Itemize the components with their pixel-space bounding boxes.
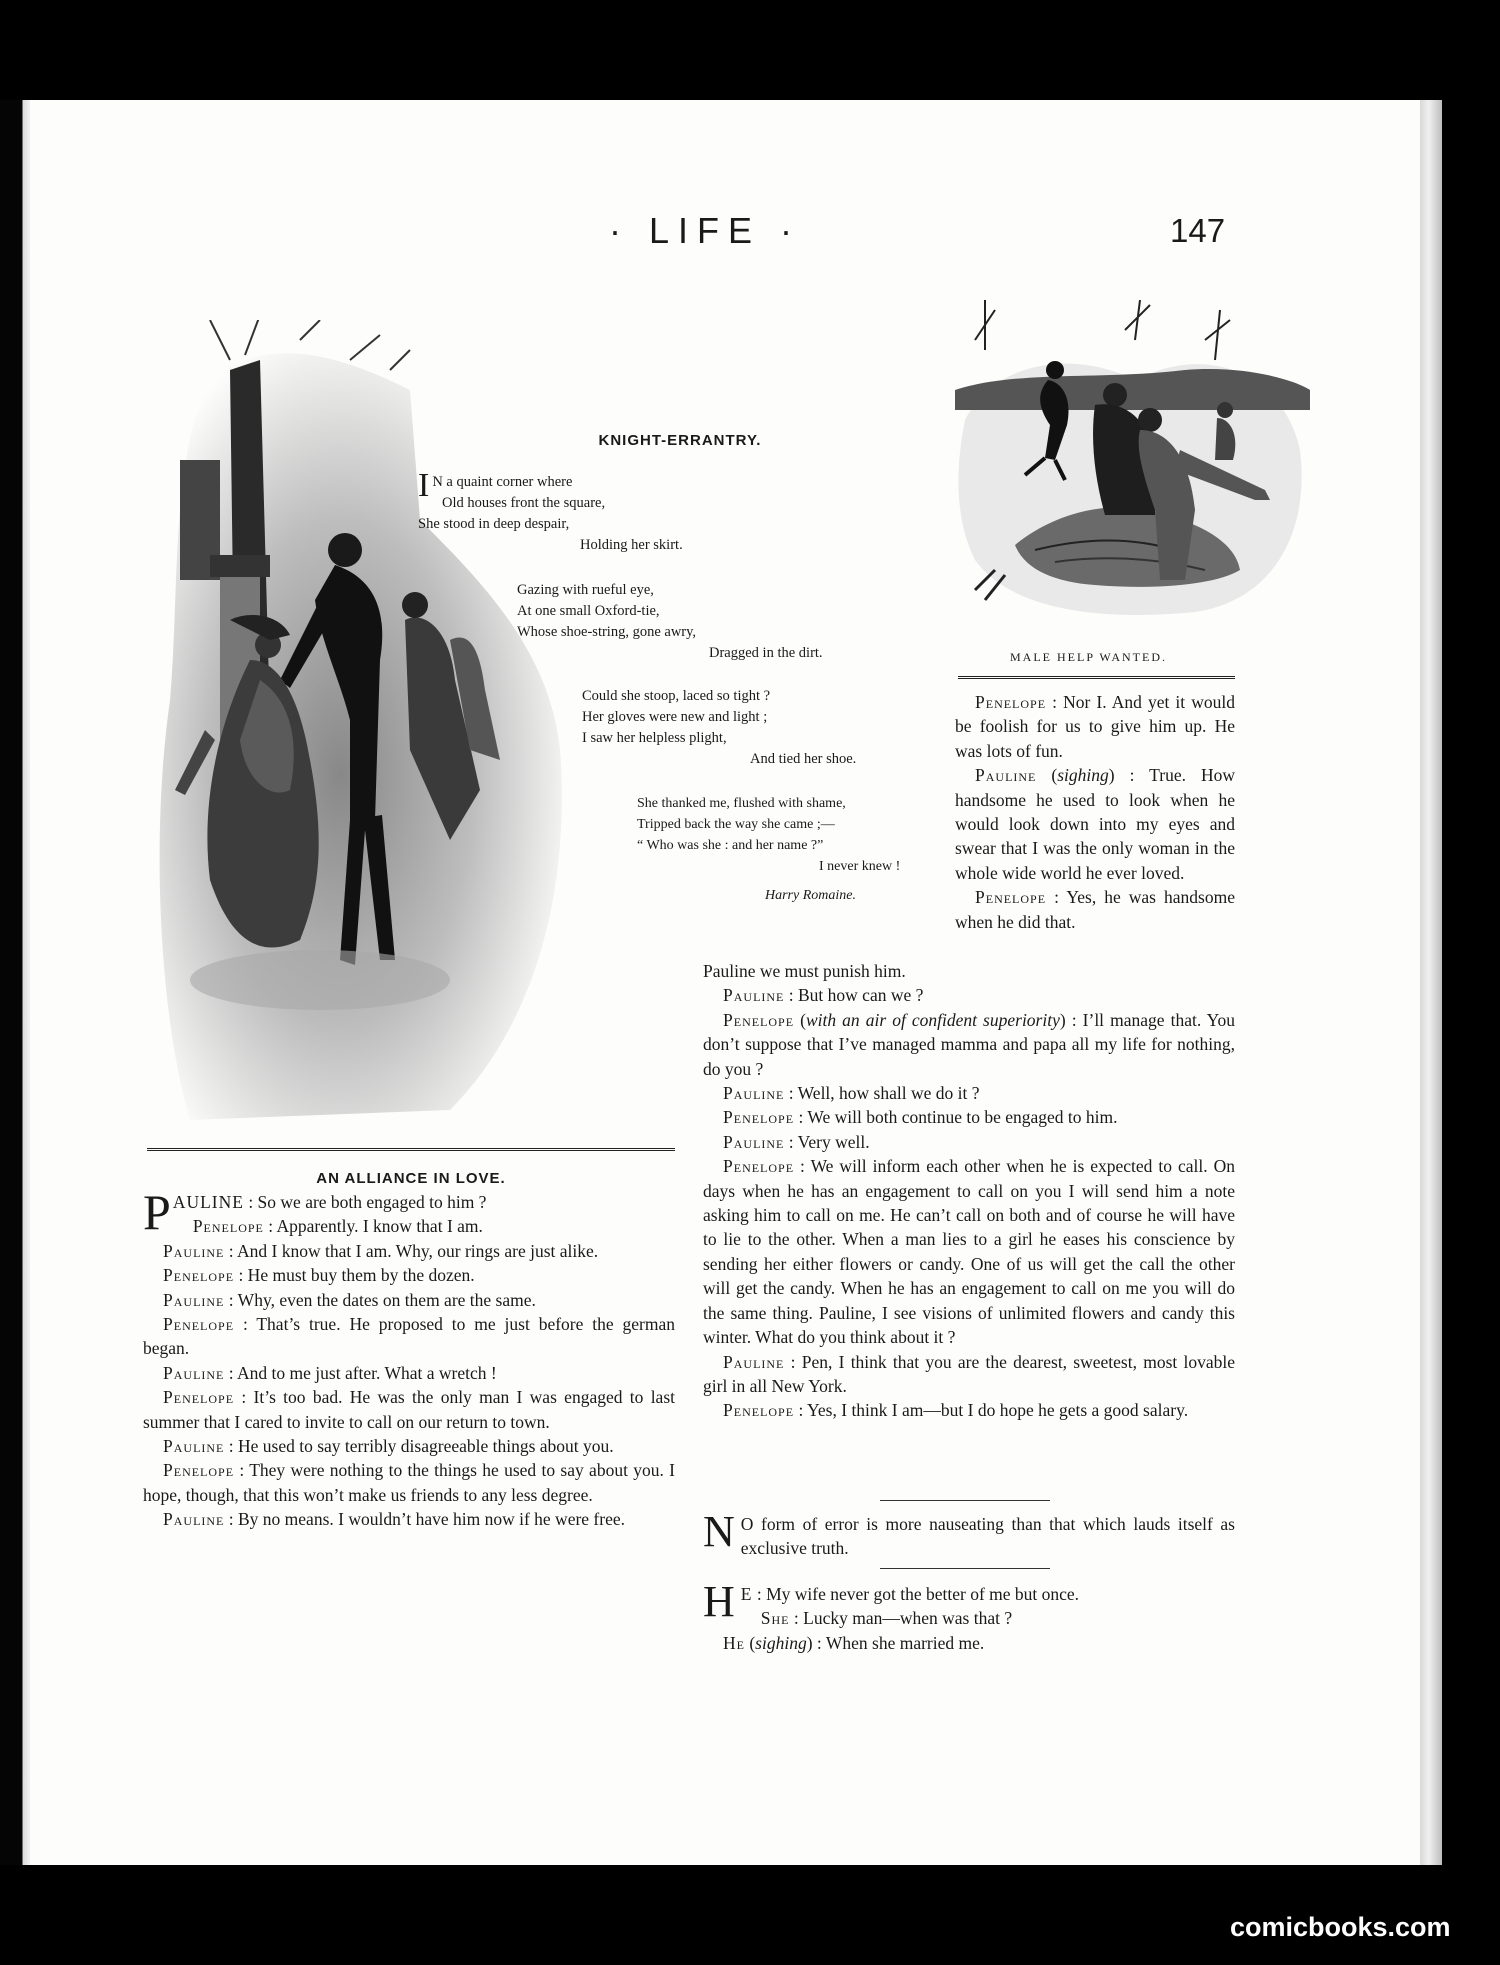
speaker-label: Penelope [163, 1314, 235, 1335]
speaker-label: Pauline [975, 765, 1037, 786]
illustration-street-scene [150, 320, 580, 1130]
poem-dropcap: I [418, 467, 430, 504]
dialog-text: : Well, how shall we do it ? [784, 1083, 980, 1104]
poem-line: N a quaint corner where [432, 474, 573, 490]
stage-direction: sighing [1057, 765, 1109, 786]
dialog-text: : We will inform each other when he is expected to call. On days when he has an engagement to call on you I will send him a note asking him to call on me. He can’t call on both and of course he will have to lie to the other. When a man lies to a girl he eases his conscience by sending her either flowers or candy. One of us will get the call the other will get the candy. When he has an engagement to call on me you will do the same thing. Pauline, I see visions of unlimited flowers and candy this winter. What do you think about it ? [703, 1156, 1235, 1348]
poem-title: KNIGHT-ERRANTRY. [598, 432, 762, 449]
column-rule [958, 676, 1235, 680]
poem-stanza-3 [582, 686, 922, 770]
dialog-text: : We will both continue to be engaged to him. [794, 1107, 1118, 1128]
section-divider [880, 1500, 1050, 1501]
facing-page-edge [0, 100, 30, 1865]
poem-line: She thanked me, flushed with shame, [637, 796, 846, 811]
illustration-caption: MALE HELP WANTED. [1010, 650, 1167, 664]
poem-line: She stood in deep despair, [418, 516, 570, 532]
continued-text: Pauline we must punish him. Pauline : But how can we ? Penelope (with an air of confident superiority) : I’ll manage that. You don’t suppose that I’ve managed mamma and papa all my life for nothing, do you ? Pauline : Well, how shall we do it ? Penelope : We will both continue to be engaged to him. Pauline : Very well. Penelope : We will inform each other when he is expected to call. On days when he has an engagement to call on you I will send him a note asking him to call on me. He can’t call on both and of course he will have to lie to the other. When a man lies to a girl he eases his conscience by sending her either flowers or candy. One of us will get the call the other will get the candy. When he has an engagement to call on me you will do the same thing. Pauline, I see visions of unlimited flowers and candy this winter. What do you think about it ? Pauline : Pen, I think that you are the dearest, sweetest, most lovable girl in all New York. Penelope : Yes, I think I am—but I do hope he gets a good salary. [703, 961, 1235, 1421]
dialog-text: : I’ll manage that. You don’t suppose that I’ve managed mamma and papa all my life for nothing, do you ? [703, 1009, 1235, 1079]
poem-line: Her gloves were new and light ; [582, 709, 768, 725]
quip-error [703, 1507, 1235, 1561]
dialog-text: : He must buy them by the dozen. [234, 1265, 475, 1286]
speaker-label: Pauline [163, 1240, 225, 1261]
poem-line: And tied her shoe. [750, 751, 857, 767]
speaker-label: E [740, 1584, 753, 1604]
poem-line: Tripped back the way she came ;— [637, 817, 835, 832]
speaker-label: Penelope [192, 1216, 264, 1237]
dialog-text: : And I know that I am. Why, our rings are just alike. [224, 1240, 599, 1261]
dialog-text: : He used to say terribly disagreeable things about you. [224, 1436, 614, 1457]
section-divider [880, 1568, 1050, 1569]
dialog-text: : When she married me. [812, 1632, 985, 1653]
dialog-text: : It’s too bad. He was the only man I was engaged to last summer that I cared to invite to call on our return to town. [143, 1387, 675, 1432]
alliance-dropcap: P [143, 1184, 171, 1240]
dialog-text: Pauline we must punish him. [703, 961, 906, 981]
poem-line: At one small Oxford-tie, [517, 603, 660, 619]
dialog-text: : True. How handsome he used to look when he would look down into my eyes and swear that I was the only woman in the whole wide world he ever loved. [955, 765, 1235, 883]
poem-stanza-1 [418, 467, 718, 556]
dialog-text: : Why, even the dates on them are the same. [224, 1289, 536, 1310]
poem-line: “ Who was she : and her name ?” [637, 838, 824, 853]
speaker-label: Penelope [975, 692, 1047, 712]
poem-line: Whose shoe-string, gone awry, [517, 624, 697, 640]
speaker-label: Penelope [723, 1107, 795, 1128]
speaker-label: She [760, 1608, 790, 1629]
poem-line: Could she stoop, laced so tight ? [582, 688, 771, 704]
poem-stanza-2 [517, 580, 877, 664]
speaker-label: Pauline [163, 1289, 225, 1310]
illustration-skating-scene [955, 300, 1310, 620]
alliance-title: AN ALLIANCE IN LOVE. [316, 1170, 506, 1187]
quip-text: O form of error is more nauseating than that which lauds itself as exclusive truth. [740, 1514, 1235, 1559]
right-column-text: Penelope : Nor I. And yet it would be foolish for us to give him up. He was lots of fun. Pauline (sighing) : True. How handsome he used to look when he would look down into my eyes and swear that I was the only woman in the whole wide world he ever loved. Penelope : Yes, he was handsome when he did that. [955, 692, 1235, 932]
dialog-text: : Nor I. And yet it would be foolish for us to give him up. He was lots of fun. [955, 692, 1235, 761]
speaker-label: Pauline [723, 985, 785, 1006]
speaker-label: Penelope [723, 1009, 795, 1030]
poem-line: Gazing with rueful eye, [517, 582, 654, 598]
dialog-text: : Yes, he was handsome when he did that. [955, 887, 1235, 932]
dialog-text: : Lucky man—when was that ? [789, 1608, 1013, 1629]
masthead-title: · LIFE · [608, 210, 801, 251]
dialog-text: : That’s true. He proposed to me just before the german began. [143, 1314, 675, 1359]
speaker-label: Pauline [163, 1436, 225, 1457]
poem-line: Old houses front the square, [442, 495, 606, 511]
dialog-text: : So we are both engaged to him ? [243, 1192, 487, 1212]
watermark: comicbooks.com [1230, 1912, 1451, 1942]
poem-stanza-4 [637, 793, 937, 877]
poem-line: I saw her helpless plight, [582, 730, 727, 746]
speaker-label: Pauline [163, 1509, 225, 1530]
stage-direction: sighing [755, 1632, 807, 1653]
poem-line: Dragged in the dirt. [709, 645, 823, 661]
speaker-label: Penelope [723, 1400, 795, 1421]
poem-line: Holding her skirt. [580, 537, 683, 553]
dialog-text: : Apparently. I know that I am. [263, 1216, 483, 1237]
dialog-text: : Very well. [784, 1131, 870, 1152]
dialog-text: : And to me just after. What a wretch ! [224, 1362, 497, 1383]
speaker-label: Penelope [163, 1460, 235, 1481]
dialog-text: : Yes, I think I am—but I do hope he gets a good salary. [794, 1400, 1189, 1421]
speaker-label: Penelope [723, 1156, 795, 1177]
speaker-label: Pauline [723, 1131, 785, 1152]
speaker-label: He [723, 1632, 745, 1653]
dialog-text: : Pen, I think that you are the dearest, sweetest, most lovable girl in all New York. [703, 1351, 1235, 1396]
speaker-label: Penelope [163, 1265, 235, 1286]
quip-married: H E : My wife never got the better of me but once. She : Lucky man—when was that ? He (sighing) : When she married me. [703, 1577, 1080, 1653]
dialog-text: : They were nothing to the things he used to say about you. I hope, though, that this won’t make us friends to any less degree. [143, 1460, 675, 1505]
page-gutter-strip [1420, 100, 1442, 1865]
speaker-label: Pauline [163, 1362, 225, 1383]
left-column-text [143, 1184, 675, 1532]
quip-dropcap: N [703, 1507, 735, 1556]
quip-dropcap: H [703, 1577, 735, 1626]
speaker-label: Penelope [975, 887, 1047, 908]
section-rule [147, 1148, 675, 1152]
speaker-label: Penelope [163, 1387, 235, 1408]
poem-line: I never knew ! [819, 859, 901, 874]
dialog-text: : My wife never got the better of me but once. [752, 1584, 1080, 1604]
poem-author: Harry Romaine. [765, 888, 856, 903]
speaker-label: Pauline [723, 1351, 785, 1372]
stage-direction: with an air of confident superiority [805, 1009, 1060, 1030]
speaker-label: AULINE [172, 1192, 244, 1212]
page-number: 147 [1170, 212, 1226, 249]
dialog-text: : By no means. I wouldn’t have him now if he were free. [224, 1509, 626, 1530]
speaker-label: Pauline [723, 1083, 785, 1104]
dialog-text: : But how can we ? [784, 985, 924, 1006]
